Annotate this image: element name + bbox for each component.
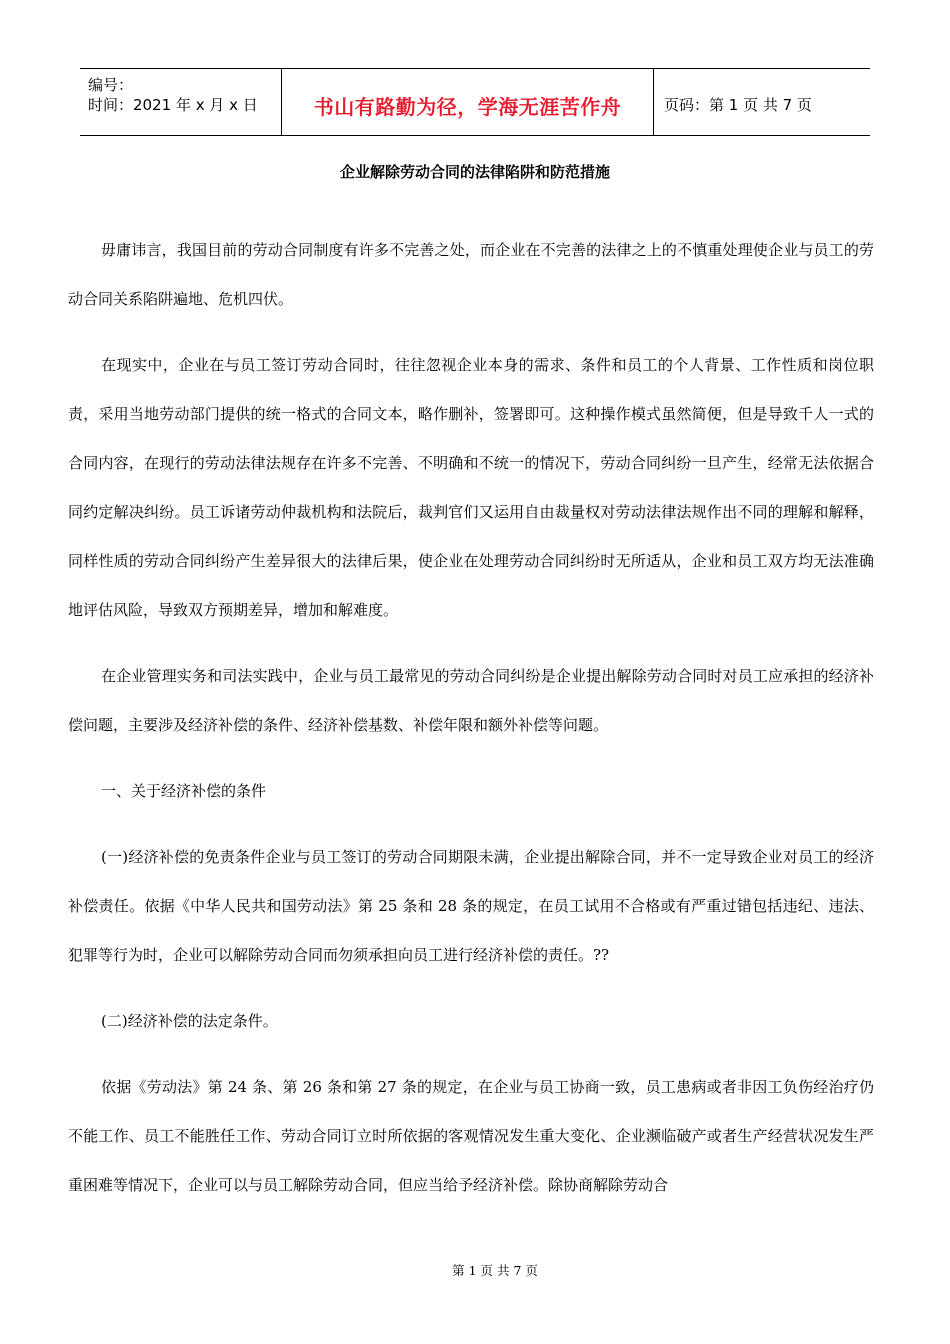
document-number-label: 编号： — [88, 76, 134, 94]
paragraph: (一)经济补偿的免责条件企业与员工签订的劳动合同期限未满，企业提出解除合同，并不一定导致企业对员工的经济补偿责任。依据《中华人民共和国劳动法》第 25 条和 28 条的规定，在员工试用不合格或有严重过错包括违纪、违法、犯罪等行为时，企业可以解除劳动合同而勿须承担向员工进行经济补偿的责任。?? — [68, 848, 874, 964]
paragraph: 依据《劳动法》第 24 条、第 26 条和第 27 条的规定，在企业与员工协商一致，员工患病或者非因工负伤经治疗仍不能工作、员工不能胜任工作、劳动合同订立时所依据的客观情况发生重大变化、企业濒临破产或者生产经营状况发生严重困难等情况下，企业可以与员工解除劳动合同，但应当给予经济补偿。除协商解除劳动合 — [68, 1078, 874, 1194]
paragraph: 在现实中，企业在与员工签订劳动合同时，往往忽视企业本身的需求、条件和员工的个人背景、工作性质和岗位职责，采用当地劳动部门提供的统一格式的合同文本，略作删补，签署即可。这种操作模式虽然简便，但是导致千人一式的合同内容，在现行的劳动法律法规存在许多不完善、不明确和不统一的情况下，劳动合同纠纷一旦产生，经常无法依据合同约定解决纠纷。员工诉诸劳动仲裁机构和法院后，裁判官们又运用自由裁量权对劳动法律法规作出不同的理解和解释，同样性质的劳动合同纠纷产生差异很大的法律后果，使企业在处理劳动合同纠纷时无所适从，企业和员工双方均无法准确地评估风险，导致双方预期差异，增加和解难度。 — [68, 356, 874, 619]
document-body — [68, 226, 874, 1227]
document-date: 时间：2021 年 x 月 x 日 — [88, 96, 258, 114]
header-page-info: 页码：第 1 页 共 7 页 — [664, 95, 812, 114]
header-table — [80, 68, 870, 136]
section-heading: 一、关于经济补偿的条件 — [101, 782, 267, 800]
header-page-cell — [654, 69, 870, 135]
page-footer: 第 1 页 共 7 页 — [452, 1263, 538, 1278]
paragraph: 在企业管理实务和司法实践中，企业与员工最常见的劳动合同纠纷是企业提出解除劳动合同时对员工应承担的经济补偿问题，主要涉及经济补偿的条件、经济补偿基数、补偿年限和额外补偿等问题。 — [68, 667, 874, 734]
document-title: 企业解除劳动合同的法律陷阱和防范措施 — [339, 163, 610, 181]
header-motto: 书山有路勤为径，学海无涯苦作舟 — [313, 94, 622, 119]
paragraph: 毋庸讳言，我国目前的劳动合同制度有许多不完善之处，而企业在不完善的法律之上的不慎重处理使企业与员工的劳动合同关系陷阱遍地、危机四伏。 — [68, 241, 874, 308]
subsection-heading: (二)经济补偿的法定条件。 — [101, 1012, 278, 1030]
header-meta-cell — [80, 69, 282, 135]
header-motto-cell — [282, 69, 654, 135]
